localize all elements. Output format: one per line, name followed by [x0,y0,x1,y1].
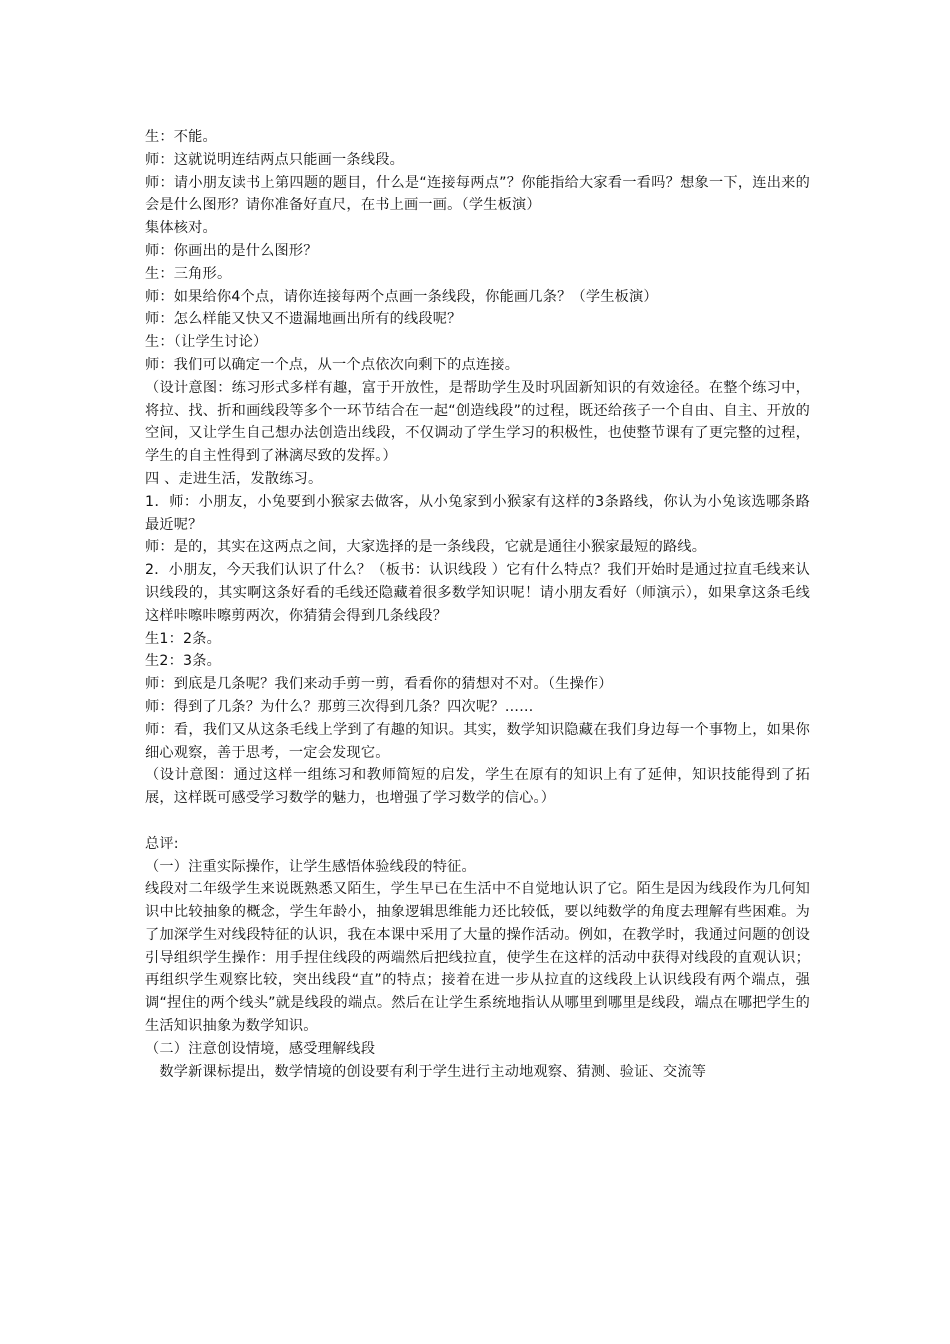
paragraph: 师：我们可以确定一个点，从一个点依次向剩下的点连接。 [145,356,520,373]
paragraph: 师：怎么样能又快又不遗漏地画出所有的线段呢？ [145,311,462,328]
paragraph: 数学新课标提出，数学情境的创设要有利于学生进行主动地观察、猜测、验证、交流等 [145,1063,707,1080]
paragraph: 师：这就说明连结两点只能画一条线段。 [145,151,404,168]
subsection-heading: （一）注重实际操作，让学生感悟体验线段的特征。 [145,858,476,875]
paragraph: 生1：2条。 [145,630,222,647]
paragraph: 生：（让学生讨论） [145,334,268,351]
paragraph: 集体核对。 [145,220,217,237]
paragraph: 师：你画出的是什么图形？ [145,242,318,259]
paragraph: 师：到底是几条呢？我们来动手剪一剪，看看你的猜想对不对。（生操作） [145,676,613,693]
paragraph: 线段对二年级学生来说既熟悉又陌生，学生早已在生活中不自觉地认识了它。陌生是因为线段作为几何知识中比较抽象的概念，学生年龄小，抽象逻辑思维能力还比较低，要以纯数学的角度去理解有些困难。为了加深学生对线段特征的认识，我在本课中采用了大量的操作活动。例如，在教学时，我通过问题的创设引导组织学生操作：用手捏住线段的两端然后把线拉直，使学生在这样的活动中获得对线段的直观认识；再组织学生观察比较，突出线段“直”的特点；接着在进一步从拉直的这线段上认识线段有两个端点，强调“捏住的两个线头”就是线段的端点。然后在让学生系统地指认从哪里到哪里是线段，端点在哪把学生的生活知识抽象为数学知识。 [145,881,810,1035]
design-intent-note: （设计意图：练习形式多样有趣，富于开放性，是帮助学生及时巩固新知识的有效途径。在整个练习中，将拉、找、折和画线段等多个一环节结合在一起“创造线段”的过程，既还给孩子一个自由、自主、开放的空间，又让学生自己想办法创造出线段，不仅调动了学生学习的积极性，也使整节课有了更完整的过程，学生的自主性得到了淋漓尽致的发挥。） [145,379,810,465]
paragraph: 生：三角形。 [145,265,232,282]
paragraph: 生：不能。 [145,129,217,145]
paragraph: 1．师：小朋友，小兔要到小猴家去做客，从小兔家到小猴家有这样的3条路线，你认为小兔该选哪条路最近呢？ [145,493,810,533]
design-intent-note: （设计意图：通过这样一组练习和教师简短的启发，学生在原有的知识上有了延伸，知识技能得到了拓展，这样既可感受学习数学的魅力，也增强了学习数学的信心。） [145,767,810,807]
document-body [145,126,810,1083]
paragraph: 2．小朋友，今天我们认识了什么？（板书：认识线段 ）它有什么特点？我们开始时是通过拉直毛线来认识线段的，其实啊这条好看的毛线还隐藏着很多数学知识呢！请小朋友看好（师演示），如果拿这条毛线这样咔嚓咔嚓剪两次，你猜猜会得到几条线段？ [145,562,810,624]
paragraph: 师：如果给你4个点，请你连接每两个点画一条线段，你能画几条？（学生板演） [145,288,658,305]
paragraph: 师：得到了几条？为什么？那剪三次得到几条？四次呢？…… [145,698,534,715]
paragraph: 生2：3条。 [145,653,222,670]
section-heading: 总评: [145,835,179,852]
paragraph: 师：看，我们又从这条毛线上学到了有趣的知识。其实，数学知识隐藏在我们身边每一个事物上，如果你细心观察，善于思考，一定会发现它。 [145,721,810,761]
blank-line [145,810,810,833]
paragraph: 师：请小朋友读书上第四题的题目，什么是“连接每两点”？你能指给大家看一看吗？想象一下，连出来的会是什么图形？请你准备好直尺，在书上画一画。（学生板演） [145,174,810,214]
section-heading: 四 、走进生活，发散练习。 [145,470,323,487]
paragraph: 师：是的，其实在这两点之间，大家选择的是一条线段，它就是通往小猴家最短的路线。 [145,539,707,556]
subsection-heading: （二）注意创设情境，感受理解线段 [145,1040,376,1057]
